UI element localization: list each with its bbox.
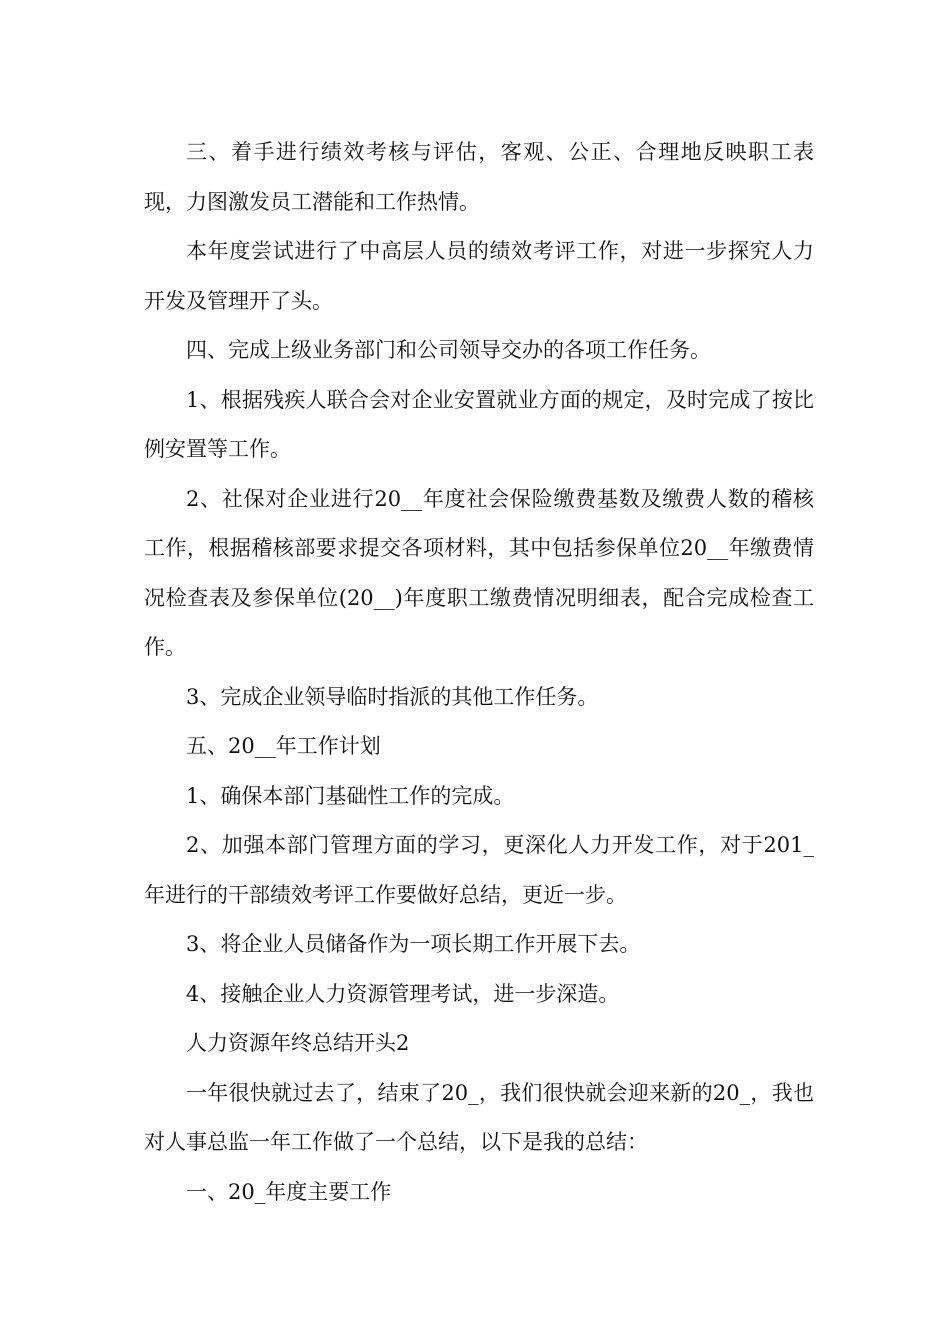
paragraph-section-4: 四、完成上级业务部门和公司领导交办的各项工作任务。 <box>186 338 711 362</box>
paragraph-performance-review: 本年度尝试进行了中高层人员的绩效考评工作，对进一步探究人力开发及管理开了头。 <box>144 239 814 313</box>
paragraph-plan-item-2: 2、加强本部门管理方面的学习，更深化人力开发工作，对于201_年进行的干部绩效考评工作要做好总结，更近一步。 <box>144 833 814 907</box>
paragraph-item-3-other-tasks: 3、完成企业领导临时指派的其他工作任务。 <box>186 684 599 709</box>
paragraph-item-2-social-insurance: 2、社保对企业进行20__年度社会保险缴费基数及缴费人数的稽核工作，根据稽核部要求提交各项材料，其中包括参保单位20__年缴费情况检查表及参保单位(20__)年度职工缴费情况明细表，配合完成检查工作。 <box>144 486 814 659</box>
paragraph-heading-summary-2: 人力资源年终总结开头2 <box>186 1031 410 1055</box>
paragraph-section-5-plan: 五、20__年工作计划 <box>186 734 381 758</box>
paragraph-plan-item-1: 1、确保本部门基础性工作的完成。 <box>186 783 515 808</box>
paragraph-plan-item-4: 4、接触企业人力资源管理考试，进一步深造。 <box>186 981 620 1006</box>
paragraph-item-1-disabled-employment: 1、根据残疾人联合会对企业安置就业方面的规定，及时完成了按比例安置等工作。 <box>144 387 814 461</box>
document-body <box>144 128 814 1217</box>
paragraph-section-1-main-work: 一、20_年度主要工作 <box>186 1179 392 1204</box>
paragraph-intro: 一年很快就过去了，结束了20_，我们很快就会迎来新的20_，我也对人事总监一年工作做了一个总结，以下是我的总结： <box>144 1080 814 1154</box>
paragraph-section-3: 三、着手进行绩效考核与评估，客观、公正、合理地反映职工表现，力图激发员工潜能和工作热情。 <box>144 140 814 214</box>
paragraph-plan-item-3: 3、将企业人员储备作为一项长期工作开展下去。 <box>186 932 641 956</box>
